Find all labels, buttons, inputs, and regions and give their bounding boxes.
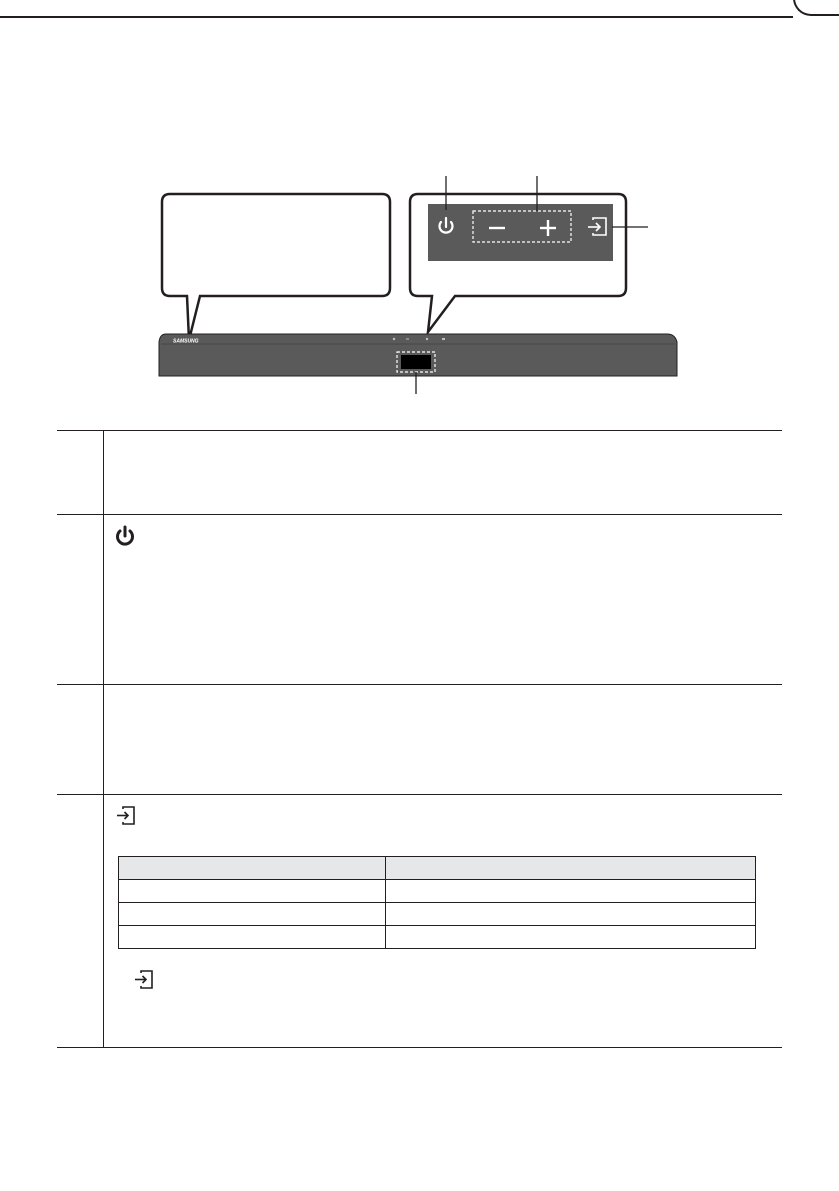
source-cell [386, 926, 756, 949]
table-row [57, 795, 782, 1048]
source-header-cell [119, 857, 386, 880]
source-cell [119, 926, 386, 949]
source-mode-table [118, 856, 756, 949]
table-row [57, 515, 782, 685]
table-row [57, 431, 782, 515]
table-row [57, 685, 782, 795]
table-row [119, 926, 756, 949]
source-icon [132, 967, 156, 991]
row-number-cell [57, 431, 104, 515]
left-callout-bubble [162, 194, 390, 340]
table-row [119, 857, 756, 880]
row-number-cell [57, 685, 104, 795]
row-description-cell [104, 795, 783, 1048]
table-row [119, 880, 756, 903]
soundbar-diagram [0, 0, 839, 420]
soundbar-logo: SAMSUNG [173, 338, 199, 345]
source-icon [114, 803, 138, 827]
table-row [119, 903, 756, 926]
row-description-cell [104, 685, 783, 795]
row-number-cell [57, 515, 104, 685]
row-number-cell [57, 795, 104, 1048]
source-cell [386, 903, 756, 926]
source-cell [386, 880, 756, 903]
source-cell [119, 903, 386, 926]
row-description-cell [104, 515, 783, 685]
soundbar-display [401, 355, 431, 369]
source-header-cell [386, 857, 756, 880]
controls-table [57, 430, 782, 1048]
power-icon [114, 525, 136, 547]
source-cell [119, 880, 386, 903]
row-description-cell [104, 431, 783, 515]
control-panel [428, 204, 613, 261]
